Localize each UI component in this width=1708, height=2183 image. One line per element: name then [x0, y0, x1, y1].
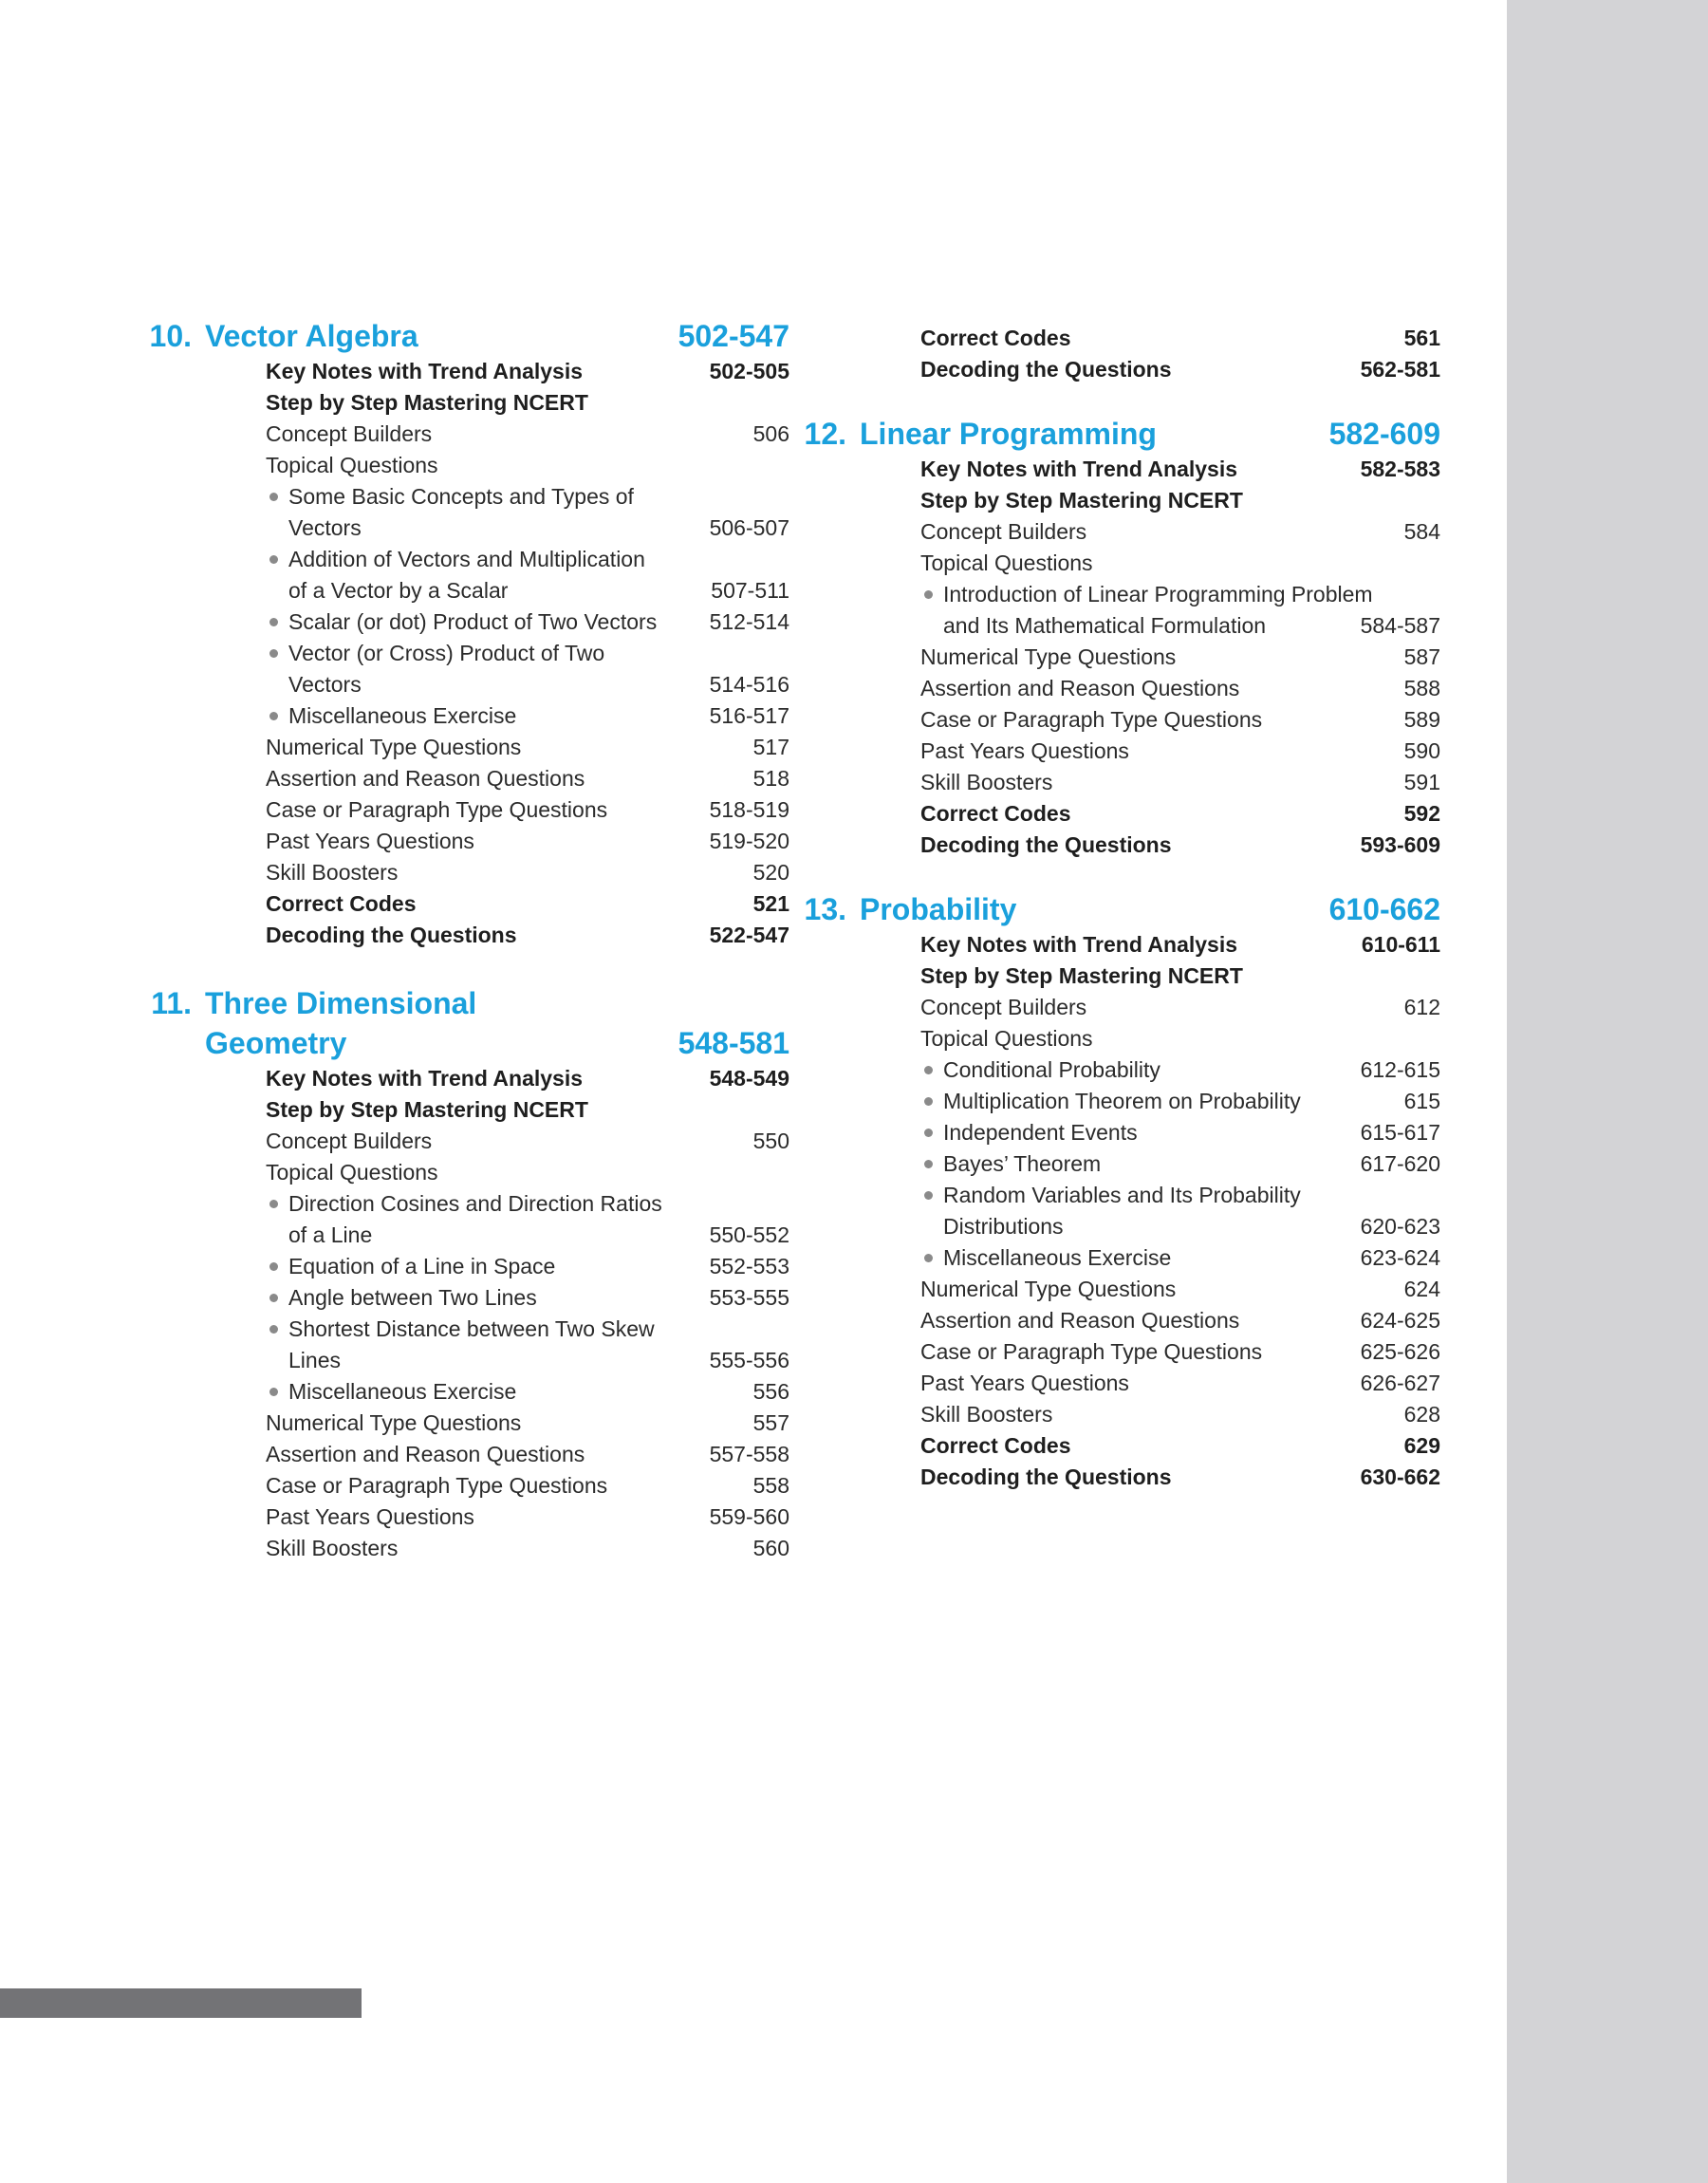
chapter-title: [205, 983, 647, 1063]
toc-bullet-entry[interactable]: [920, 1180, 1440, 1211]
entry-label: Equation of a Line in Space: [266, 1251, 702, 1282]
chapter-number: 12.: [804, 417, 846, 451]
entry-label: Correct Codes: [266, 891, 417, 916]
entry-label: Skill Boosters: [920, 1402, 1053, 1427]
entry-pages: 507-511: [711, 578, 789, 603]
entry-label: Topical Questions: [266, 1160, 438, 1185]
entry-label: Topical Questions: [920, 550, 1093, 575]
entry-label: Past Years Questions: [920, 738, 1129, 763]
toc-entry[interactable]: [920, 1462, 1440, 1493]
entry-label: Skill Boosters: [266, 1536, 399, 1560]
toc-entry[interactable]: [266, 1470, 789, 1502]
entry-pages: 617-620: [1360, 1151, 1440, 1176]
entry-label: Lines: [288, 1348, 341, 1372]
entry-label: Scalar (or dot) Product of Two Vectors: [266, 606, 702, 638]
entry-label: Angle between Two Lines: [266, 1282, 702, 1314]
entry-pages: 519-520: [709, 829, 789, 853]
toc-entry[interactable]: [920, 830, 1440, 861]
toc-entry[interactable]: [266, 888, 789, 920]
entry-label: Independent Events: [920, 1117, 1353, 1148]
toc-entry[interactable]: [266, 763, 789, 794]
entry-pages: 626-627: [1360, 1371, 1440, 1395]
entry-label: Bayes’ Theorem: [920, 1148, 1353, 1180]
toc-entry[interactable]: [920, 929, 1440, 961]
toc-bullet-entry[interactable]: [920, 1242, 1440, 1274]
entry-pages: 623-624: [1360, 1245, 1440, 1270]
entry-label: Key Notes with Trend Analysis: [266, 359, 584, 383]
entry-pages: 584-587: [1360, 613, 1440, 638]
toc-bullet-entry[interactable]: [266, 638, 789, 669]
entry-pages: 517: [752, 735, 789, 759]
entry-label: Correct Codes: [920, 326, 1071, 350]
chapter-number: 10.: [149, 319, 192, 353]
toc-entry[interactable]: [920, 1399, 1440, 1430]
toc-entry-continuation[interactable]: [266, 1220, 789, 1251]
entry-label: Decoding the Questions: [920, 357, 1172, 382]
entry-label: Concept Builders: [920, 995, 1087, 1019]
entry-label: Topical Questions: [920, 1026, 1093, 1051]
toc-entry-continuation[interactable]: [266, 575, 789, 606]
entry-label: Some Basic Concepts and Types of Vectors: [266, 481, 702, 544]
entry-pages: 557-558: [709, 1442, 789, 1466]
entry-pages: 561: [1403, 326, 1440, 350]
toc-bullet-entry[interactable]: [266, 606, 789, 638]
chapter-13: [804, 889, 1440, 1493]
toc-entry[interactable]: [266, 356, 789, 387]
entry-label: Skill Boosters: [266, 860, 399, 885]
entry-pages: 625-626: [1360, 1339, 1440, 1364]
chapter-pages: 582-609: [1328, 417, 1440, 451]
entry-pages: 522-547: [709, 923, 789, 947]
contents-left-column: [149, 316, 789, 1564]
toc-bullet-entry[interactable]: [266, 1188, 789, 1220]
entry-label: Assertion and Reason Questions: [266, 1442, 585, 1466]
toc-bullet-entry[interactable]: [266, 1251, 789, 1282]
entry-pages: 521: [752, 891, 789, 916]
entry-label: Correct Codes: [920, 801, 1071, 826]
entry-pages: 552-553: [709, 1254, 789, 1278]
toc-bullet-entry[interactable]: [920, 1086, 1440, 1117]
entry-pages: 590: [1403, 738, 1440, 763]
toc-entry[interactable]: [266, 1439, 789, 1470]
toc-entry[interactable]: [266, 387, 789, 419]
entry-label: Case or Paragraph Type Questions: [266, 1473, 608, 1498]
entry-pages: 615-617: [1360, 1120, 1440, 1145]
chapter-11-continued-entries: [920, 323, 1440, 385]
toc-bullet-entry[interactable]: [920, 1117, 1440, 1148]
entry-label: Assertion and Reason Questions: [266, 766, 585, 791]
entry-pages: 559-560: [709, 1504, 789, 1529]
entry-label: Numerical Type Questions: [266, 735, 522, 759]
toc-entry[interactable]: [920, 1274, 1440, 1305]
entry-pages: 620-623: [1360, 1214, 1440, 1239]
side-band: [1507, 0, 1708, 2183]
toc-entry[interactable]: [266, 920, 789, 951]
chapter-title-line-2: Geometry: [205, 1026, 347, 1060]
entry-label: Decoding the Questions: [920, 832, 1172, 857]
entry-pages: 612: [1403, 995, 1440, 1019]
toc-entry[interactable]: [920, 992, 1440, 1023]
entry-pages: 589: [1403, 707, 1440, 732]
entry-label: Random Variables and Its Probability: [920, 1180, 1440, 1211]
toc-entry[interactable]: [266, 1126, 789, 1157]
toc-entry[interactable]: [266, 732, 789, 763]
entry-label: Correct Codes: [920, 1433, 1071, 1458]
chapter-pages: 548-581: [678, 1026, 789, 1060]
toc-entry[interactable]: [920, 736, 1440, 767]
chapter-12-entries: [920, 454, 1440, 861]
entry-pages: 558: [752, 1473, 789, 1498]
toc-entry-continuation[interactable]: [266, 669, 789, 700]
toc-entry[interactable]: [920, 485, 1440, 516]
entry-pages: 610-611: [1361, 932, 1440, 957]
entry-label: Numerical Type Questions: [920, 644, 1177, 669]
chapter-number: 13.: [804, 892, 846, 926]
toc-entry[interactable]: [920, 516, 1440, 548]
entry-label: Vectors: [288, 672, 362, 697]
entry-label: Miscellaneous Exercise: [266, 1376, 746, 1408]
entry-label: Introduction of Linear Programming Problem: [920, 579, 1440, 610]
entry-pages: 512-514: [709, 609, 789, 634]
toc-entry-continuation[interactable]: [266, 1345, 789, 1376]
toc-bullet-entry[interactable]: [266, 544, 789, 575]
toc-entry[interactable]: [920, 704, 1440, 736]
toc-entry[interactable]: [266, 1502, 789, 1533]
entry-label: Case or Paragraph Type Questions: [920, 707, 1263, 732]
entry-label: Past Years Questions: [266, 829, 474, 853]
entry-label: of a Line: [288, 1222, 373, 1247]
chapter-title: Linear Programming: [860, 417, 1157, 451]
toc-entry[interactable]: [266, 826, 789, 857]
toc-entry[interactable]: [920, 1305, 1440, 1336]
entry-label: Step by Step Mastering NCERT: [920, 488, 1243, 513]
entry-pages: 615: [1403, 1089, 1440, 1113]
entry-pages: 628: [1403, 1402, 1440, 1427]
contents-right-column: [804, 323, 1440, 1493]
chapter-10-heading[interactable]: [149, 316, 789, 356]
entry-label: Addition of Vectors and Multiplication: [266, 544, 789, 575]
entry-pages: 557: [752, 1410, 789, 1435]
entry-label: Case or Paragraph Type Questions: [266, 797, 608, 822]
entry-pages: 520: [752, 860, 789, 885]
entry-label: Miscellaneous Exercise: [920, 1242, 1353, 1274]
chapter-12: [804, 414, 1440, 861]
entry-label: Topical Questions: [266, 453, 438, 477]
entry-pages: 514-516: [709, 672, 789, 697]
entry-label: Case or Paragraph Type Questions: [920, 1339, 1263, 1364]
toc-entry[interactable]: [920, 354, 1440, 385]
entry-pages: 550-552: [709, 1222, 789, 1247]
toc-entry[interactable]: [920, 961, 1440, 992]
entry-label: Concept Builders: [266, 1129, 433, 1153]
entry-pages: 562-581: [1360, 357, 1440, 382]
entry-pages: 624-625: [1360, 1308, 1440, 1333]
entry-pages: 591: [1403, 770, 1440, 794]
entry-label: Vector (or Cross) Product of Two: [266, 638, 789, 669]
toc-bullet-entry[interactable]: [920, 579, 1440, 610]
entry-label: Key Notes with Trend Analysis: [266, 1066, 584, 1091]
entry-label: Distributions: [943, 1214, 1064, 1239]
toc-entry[interactable]: [920, 1430, 1440, 1462]
entry-label: Past Years Questions: [920, 1371, 1129, 1395]
toc-entry[interactable]: [266, 794, 789, 826]
toc-entry[interactable]: [266, 1094, 789, 1126]
entry-pages: 582-583: [1360, 457, 1440, 481]
entry-pages: 630-662: [1360, 1465, 1440, 1489]
toc-entry[interactable]: [266, 1533, 789, 1564]
chapter-pages: 610-662: [1328, 892, 1440, 926]
toc-entry-continuation[interactable]: [920, 1211, 1440, 1242]
entry-label: Step by Step Mastering NCERT: [920, 963, 1243, 988]
chapter-10-entries: [266, 356, 789, 951]
entry-label: Decoding the Questions: [266, 923, 517, 947]
chapter-title: Vector Algebra: [205, 319, 418, 353]
entry-label: Decoding the Questions: [920, 1465, 1172, 1489]
toc-entry[interactable]: [920, 673, 1440, 704]
chapter-10: [149, 316, 789, 951]
entry-label: Numerical Type Questions: [920, 1277, 1177, 1301]
toc-entry[interactable]: [920, 548, 1440, 579]
entry-pages: 629: [1403, 1433, 1440, 1458]
toc-bullet-entry[interactable]: [266, 1376, 789, 1408]
entry-pages: 553-555: [709, 1285, 789, 1310]
toc-entry[interactable]: [920, 1336, 1440, 1368]
entry-label: Multiplication Theorem on Probability: [920, 1086, 1397, 1117]
entry-pages: 612-615: [1360, 1057, 1440, 1082]
chapter-11-continued: [860, 323, 1440, 385]
entry-label: Conditional Probability: [920, 1054, 1353, 1086]
entry-pages: 560: [752, 1536, 789, 1560]
chapter-13-heading[interactable]: [804, 889, 1440, 929]
toc-bullet-entry[interactable]: [266, 1282, 789, 1314]
footer-bar: [0, 1988, 362, 2018]
toc-bullet-entry[interactable]: [920, 1148, 1440, 1180]
entry-label: Assertion and Reason Questions: [920, 1308, 1240, 1333]
chapter-11-heading[interactable]: [151, 983, 789, 1063]
entry-label: Key Notes with Trend Analysis: [920, 932, 1238, 957]
entry-pages: 548-549: [709, 1066, 789, 1091]
toc-bullet-entry[interactable]: [920, 1054, 1440, 1086]
entry-pages: 518: [752, 766, 789, 791]
chapter-11: [151, 983, 789, 1564]
entry-label: Direction Cosines and Direction Ratios: [266, 1188, 789, 1220]
chapter-11-entries: [266, 1063, 789, 1564]
entry-label: and Its Mathematical Formulation: [943, 613, 1267, 638]
entry-label: Concept Builders: [266, 421, 433, 446]
entry-label: Assertion and Reason Questions: [920, 676, 1240, 700]
entry-pages: 555-556: [709, 1348, 789, 1372]
chapter-13-entries: [920, 929, 1440, 1493]
entry-label: Key Notes with Trend Analysis: [920, 457, 1238, 481]
chapter-number: 11.: [151, 986, 192, 1020]
toc-bullet-entry[interactable]: [266, 700, 789, 732]
entry-label: of a Vector by a Scalar: [288, 578, 509, 603]
toc-entry[interactable]: [920, 1368, 1440, 1399]
entry-label: Shortest Distance between Two Skew: [266, 1314, 789, 1345]
entry-label: Step by Step Mastering NCERT: [266, 390, 588, 415]
entry-pages: 593-609: [1360, 832, 1440, 857]
entry-label: Skill Boosters: [920, 770, 1053, 794]
toc-entry[interactable]: [266, 1408, 789, 1439]
toc-bullet-entry[interactable]: [266, 481, 789, 544]
toc-entry[interactable]: [266, 1157, 789, 1188]
entry-pages: 506: [752, 421, 789, 446]
chapter-title-line-1: Three Dimensional: [205, 986, 477, 1020]
entry-pages: 592: [1403, 801, 1440, 826]
toc-entry-continuation[interactable]: [920, 610, 1440, 642]
entry-pages: 587: [1403, 644, 1440, 669]
entry-label: Miscellaneous Exercise: [266, 700, 702, 732]
toc-entry[interactable]: [266, 419, 789, 450]
toc-entry[interactable]: [920, 642, 1440, 673]
entry-pages: 506-507: [709, 515, 789, 540]
toc-entry[interactable]: [266, 1063, 789, 1094]
toc-entry[interactable]: [266, 857, 789, 888]
entry-pages: 502-505: [709, 359, 789, 383]
entry-pages: 516-517: [709, 703, 789, 728]
entry-pages: 556: [752, 1379, 789, 1404]
toc-entry[interactable]: [266, 450, 789, 481]
toc-entry[interactable]: [920, 323, 1440, 354]
entry-label: Step by Step Mastering NCERT: [266, 1097, 588, 1122]
toc-entry[interactable]: [920, 798, 1440, 830]
entry-pages: 550: [752, 1129, 789, 1153]
entry-label: Concept Builders: [920, 519, 1087, 544]
entry-pages: 518-519: [709, 797, 789, 822]
toc-entry[interactable]: [920, 767, 1440, 798]
chapter-12-heading[interactable]: [804, 414, 1440, 454]
toc-entry[interactable]: [920, 454, 1440, 485]
entry-pages: 588: [1403, 676, 1440, 700]
toc-bullet-entry[interactable]: [266, 1314, 789, 1345]
entry-pages: 584: [1403, 519, 1440, 544]
entry-pages: 624: [1403, 1277, 1440, 1301]
entry-label: Numerical Type Questions: [266, 1410, 522, 1435]
toc-entry[interactable]: [920, 1023, 1440, 1054]
chapter-pages: 502-547: [678, 319, 789, 353]
chapter-title: Probability: [860, 892, 1017, 926]
entry-label: Past Years Questions: [266, 1504, 474, 1529]
